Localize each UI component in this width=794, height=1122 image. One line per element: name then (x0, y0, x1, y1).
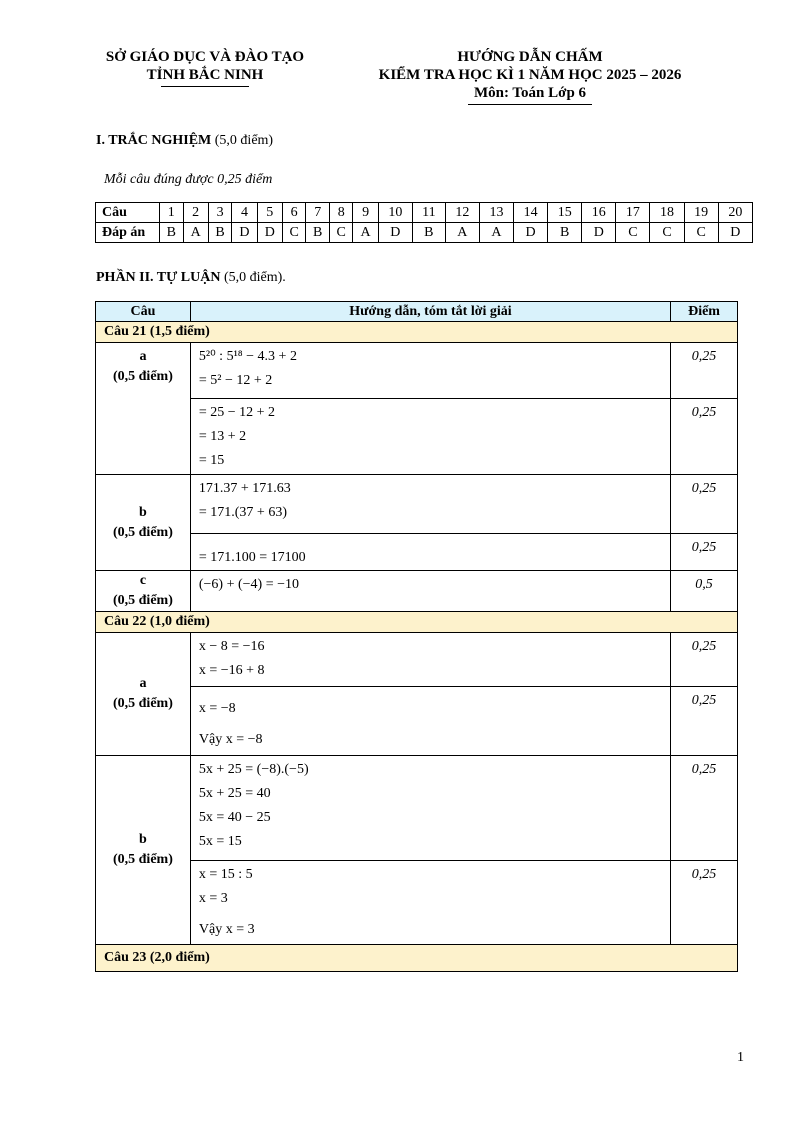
math-line: x = −8 (198, 701, 236, 716)
math-line: = 5² − 12 + 2 (198, 373, 273, 388)
answer-cell: D (232, 223, 257, 243)
math-line: x = −16 + 8 (198, 663, 265, 678)
step-points: 0,25 (671, 687, 738, 756)
part1-note: Mỗi câu đúng được 0,25 điểm (104, 172, 273, 187)
question-row-label: Câu (96, 203, 160, 223)
step-points: 0,25 (671, 534, 738, 571)
question-number-cell: 14 (514, 203, 548, 223)
table-row (96, 687, 738, 756)
part2-heading (96, 270, 286, 286)
step-points: 0,25 (671, 756, 738, 861)
question-number-cell: 12 (445, 203, 479, 223)
answer-cell: C (282, 223, 306, 243)
part1-title: I. TRẮC NGHIỆM (96, 133, 212, 148)
document-title: HƯỚNG DẪN CHẤM (457, 49, 603, 65)
question-number-cell: 16 (582, 203, 616, 223)
answer-cell: B (306, 223, 330, 243)
answer-cell: B (548, 223, 582, 243)
part2-score: (5,0 điểm). (223, 270, 286, 285)
question-number-cell: 2 (183, 203, 208, 223)
subject-line: Môn: Toán Lớp 6 (468, 84, 592, 105)
answer-cell: A (353, 223, 378, 243)
department-underline (161, 86, 249, 87)
question-number-cell: 17 (616, 203, 650, 223)
part-label: b (139, 504, 147, 520)
table-row (96, 534, 738, 571)
col-header-question: Câu (96, 302, 191, 322)
answer-cell: B (208, 223, 232, 243)
department-header (80, 48, 330, 87)
question-number-cell: 11 (412, 203, 445, 223)
part-points: (0,5 điểm) (112, 852, 173, 867)
answer-cell: D (514, 223, 548, 243)
question-number-cell: 20 (718, 203, 752, 223)
solution-step (190, 756, 670, 861)
part-points: (0,5 điểm) (112, 593, 173, 608)
answer-cell: D (718, 223, 752, 243)
answer-cell: B (412, 223, 445, 243)
part-label: a (139, 349, 147, 364)
step-points: 0,25 (671, 343, 738, 399)
step-points: 0,25 (671, 399, 738, 475)
solution-table (95, 301, 738, 972)
table-row (96, 343, 738, 399)
department-line-2: TỈNH BẮC NINH (146, 67, 264, 83)
question-number-cell: 18 (650, 203, 684, 223)
question-21-title: Câu 21 (1,5 điểm) (96, 322, 738, 343)
math-line: = 13 + 2 (198, 429, 247, 444)
math-line: = 25 − 12 + 2 (198, 405, 276, 420)
col-header-points: Điểm (671, 302, 738, 322)
math-line: = 15 (198, 453, 225, 468)
math-line: x − 8 = −16 (198, 639, 265, 654)
answer-key-table (95, 202, 753, 243)
math-line: (−6) + (−4) = −10 (198, 577, 300, 592)
math-line: x = 3 (198, 891, 228, 906)
part1-heading (96, 133, 273, 149)
question-23-row (96, 945, 738, 972)
part-label: b (139, 832, 147, 847)
math-line: = 171.100 = 17100 (198, 550, 306, 565)
answer-cell: C (329, 223, 353, 243)
math-line: 5x + 25 = 40 (198, 786, 271, 801)
math-line: Vậy x = 3 (198, 922, 255, 937)
question-21-row (96, 322, 738, 343)
part1-score: (5,0 điểm) (214, 133, 274, 148)
answer-key-question-row (96, 203, 753, 223)
answer-cell: D (257, 223, 282, 243)
q22-part-a (96, 633, 191, 756)
part2-title: PHẦN II. TỰ LUẬN (96, 270, 221, 285)
answer-row-label: Đáp án (96, 223, 160, 243)
solution-step (190, 571, 670, 612)
answer-cell: A (183, 223, 208, 243)
question-number-cell: 19 (684, 203, 718, 223)
math-line: 5x + 25 = (−8).(−5) (198, 762, 309, 777)
question-number-cell: 7 (306, 203, 330, 223)
solution-step (190, 633, 670, 687)
question-22-row (96, 612, 738, 633)
table-row (96, 633, 738, 687)
question-number-cell: 5 (257, 203, 282, 223)
answer-cell: C (616, 223, 650, 243)
step-points: 0,5 (671, 571, 738, 612)
math-line: x = 15 : 5 (198, 867, 253, 882)
answer-cell: A (479, 223, 513, 243)
table-row (96, 861, 738, 945)
answer-cell: D (378, 223, 412, 243)
math-line: = 171.(37 + 63) (198, 505, 287, 520)
part-label: a (139, 676, 147, 691)
question-number-cell: 15 (548, 203, 582, 223)
step-points: 0,25 (671, 475, 738, 534)
col-header-guide: Hướng dẫn, tóm tắt lời giải (190, 302, 670, 322)
math-line: 5x = 15 (198, 834, 242, 849)
question-22-title: Câu 22 (1,0 điểm) (96, 612, 738, 633)
question-number-cell: 1 (160, 203, 184, 223)
page-number: 1 (737, 1050, 744, 1065)
solution-step (190, 534, 670, 571)
question-number-cell: 6 (282, 203, 306, 223)
answer-key-answer-row (96, 223, 753, 243)
answer-cell: C (650, 223, 684, 243)
q21-part-a (96, 343, 191, 475)
step-points: 0,25 (671, 633, 738, 687)
q21-part-c (96, 571, 191, 612)
math-line: 5²⁰ : 5¹⁸ − 4.3 + 2 (198, 349, 297, 364)
answer-cell: C (684, 223, 718, 243)
part-label: c (139, 573, 147, 588)
question-number-cell: 8 (329, 203, 353, 223)
math-line: Vậy x = −8 (198, 732, 263, 747)
table-row (96, 756, 738, 861)
document-title-block (345, 48, 715, 105)
question-number-cell: 9 (353, 203, 378, 223)
solution-step (190, 399, 670, 475)
solution-step (190, 687, 670, 756)
solution-header-row (96, 302, 738, 322)
q22-part-b (96, 756, 191, 945)
question-number-cell: 4 (232, 203, 257, 223)
step-points: 0,25 (671, 861, 738, 945)
question-number-cell: 13 (479, 203, 513, 223)
part-points: (0,5 điểm) (112, 524, 173, 540)
math-line: 5x = 40 − 25 (198, 810, 271, 825)
answer-cell: D (582, 223, 616, 243)
q21-part-b (96, 475, 191, 571)
table-row (96, 475, 738, 534)
question-23-title: Câu 23 (2,0 điểm) (96, 945, 738, 972)
department-line-1: SỞ GIÁO DỤC VÀ ĐÀO TẠO (105, 49, 305, 65)
part-points: (0,5 điểm) (112, 369, 173, 384)
solution-step (190, 475, 670, 534)
exam-title: KIỂM TRA HỌC KÌ 1 NĂM HỌC 2025 – 2026 (378, 67, 682, 83)
table-row (96, 399, 738, 475)
solution-step (190, 861, 670, 945)
answer-cell: B (160, 223, 184, 243)
table-row (96, 571, 738, 612)
math-line: 171.37 + 171.63 (198, 481, 291, 496)
question-number-cell: 3 (208, 203, 232, 223)
answer-cell: A (445, 223, 479, 243)
question-number-cell: 10 (378, 203, 412, 223)
solution-step (190, 343, 670, 399)
part-points: (0,5 điểm) (112, 696, 173, 711)
